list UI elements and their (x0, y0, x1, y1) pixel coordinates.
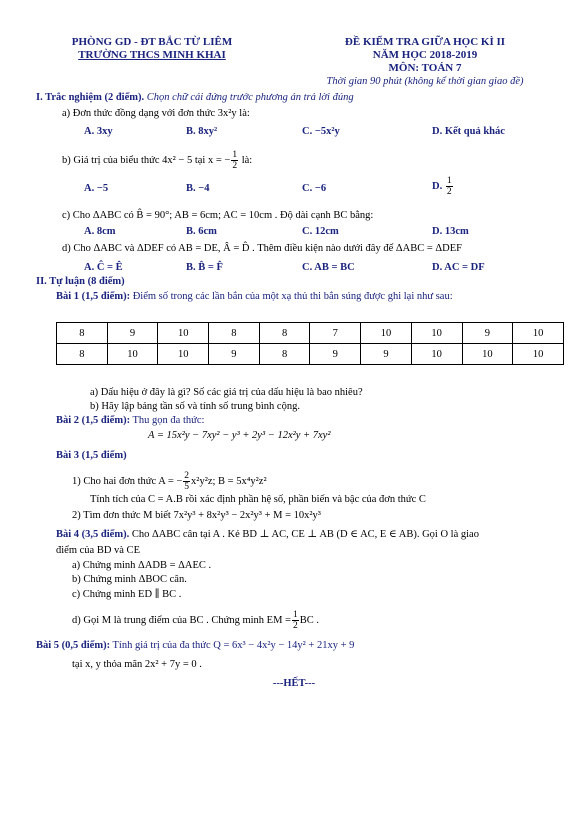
bai4-text-2: điểm của BD và CE (56, 545, 140, 556)
table-cell: 9 (462, 323, 513, 344)
bai1-text: Điểm số trong các lần bắn của một xạ thủ thi bắn súng được ghi lại như sau: (130, 291, 453, 302)
part1-instruction: Chọn chữ cái đứng trước phương án trả lời đúng (146, 92, 354, 103)
qa-option-d: D. Kết quả khác (432, 126, 505, 137)
bai3-question-2: 2) Tìm đơn thức M biết 7x²y³ + 8x²y³ − 2x²y³ + M = 10x²y³ (72, 510, 321, 521)
bai5-title: Bài 5 (0,5 điểm): (36, 640, 111, 651)
qb-fraction: $\frac{1}{2}$ (232, 150, 238, 171)
table-row (57, 323, 564, 344)
table-cell: 10 (361, 323, 412, 344)
table-cell: 10 (513, 323, 564, 344)
question-a: a) Đơn thức đồng dạng với đơn thức 3x²y là: (62, 108, 250, 119)
part1-heading: I. Trắc nghiệm (2 điểm). (36, 92, 145, 103)
question-d: d) Cho ΔABC và ΔDEF có AB = DE, Â = D̂ . Thêm điều kiện nào dưới đây để ΔABC = ΔDEF (62, 243, 462, 254)
table-cell: 10 (411, 344, 462, 365)
table-cell: 8 (57, 344, 108, 365)
table-cell: 9 (310, 344, 361, 365)
bai3-question-1: 1) Cho hai đơn thức A = − $\frac{2}{5}$ x²y²z; B = 5x⁴y²z² (72, 471, 267, 492)
table-cell: 8 (259, 344, 310, 365)
bai1-line (56, 291, 453, 302)
table-cell: 8 (57, 323, 108, 344)
qc-option-c: C. 12cm (302, 226, 339, 237)
table-cell: 7 (310, 323, 361, 344)
qb-option-d-fraction: $\frac{1}{2}$ (446, 176, 452, 197)
bai4-question-d: d) Gọi M là trung điểm của BC . Chứng minh EM = $\frac{1}{2}$ BC . (72, 610, 319, 631)
bai2-line (56, 415, 204, 426)
qb-option-d: D. $\frac{1}{2}$ (432, 176, 452, 197)
bai1-question-b: b) Hãy lập bảng tần số và tính số trung bình cộng. (90, 401, 300, 412)
bai2-formula: A = 15x²y − 7xy² − y³ + 2y³ − 12x²y + 7xy² (148, 430, 331, 441)
bai2-text: Thu gọn đa thức: (130, 415, 205, 426)
table-cell: 10 (462, 344, 513, 365)
bai1-question-a: a) Dấu hiệu ở đây là gì? Số các giá trị của dấu hiệu là bao nhiêu? (90, 387, 363, 398)
table-cell: 9 (361, 344, 412, 365)
end-marker: ---HẾT--- (272, 678, 316, 689)
question-c: c) Cho ΔABC có B̂ = 90°; AB = 6cm; AC = 10cm . Độ dài cạnh BC bằng: (62, 210, 374, 221)
qa-option-a: A. 3xy (84, 126, 113, 137)
qb-option-a: A. −5 (84, 183, 109, 194)
question-b: b) Giá trị của biểu thức 4x² − 5 tại x = − $\frac{1}{2}$ là: (62, 150, 253, 171)
table-cell: 10 (158, 344, 209, 365)
qa-option-b: B. 8xy² (186, 126, 218, 137)
table-row (57, 344, 564, 365)
qd-option-d: D. AC = DF (432, 262, 485, 273)
bai5-text: Tính giá trị của đa thức Q = 6x³ − 4x²y − 14y² + 21xy + 9 (110, 640, 355, 651)
table-cell: 10 (411, 323, 462, 344)
table-cell: 8 (259, 323, 310, 344)
qd-option-a: A. Ĉ = Ê (84, 262, 123, 273)
table-cell: 10 (513, 344, 564, 365)
table-cell: 9 (209, 344, 260, 365)
bai5-line (36, 640, 354, 651)
subject: MÔN: TOÁN 7 (388, 62, 462, 74)
bai3-fraction: $\frac{2}{5}$ (184, 471, 190, 492)
bai4-title: Bài 4 (3,5 điểm). (56, 529, 130, 540)
bai3-question-1-task: Tính tích của C = A.B rồi xác định phần hệ số, phần biến và bậc của đơn thức C (90, 494, 426, 505)
bai4-fraction: $\frac{1}{2}$ (292, 610, 298, 631)
part2-heading: II. Tự luận (8 điểm) (36, 276, 125, 287)
bai2-title: Bài 2 (1,5 điểm): (56, 415, 131, 426)
bai4-question-a: a) Chứng minh ΔADB = ΔAEC . (72, 560, 212, 571)
bai4-question-c: c) Chứng minh ED ∥ BC . (72, 589, 182, 600)
table-cell: 10 (107, 344, 158, 365)
bai4-line (56, 528, 479, 540)
table-cell: 9 (107, 323, 158, 344)
time-note: Thời gian 90 phút (không kể thời gian giao đề) (326, 76, 524, 87)
bai1-title: Bài 1 (1,5 điểm): (56, 291, 131, 302)
qd-option-b: B. B̂ = F̂ (186, 262, 223, 273)
qd-option-c: C. AB = BC (302, 262, 355, 273)
bai4-text: Cho ΔABC cân tại A . Kẻ BD ⊥ AC, CE ⊥ AB (D ∈ AC, E ∈ AB). Gọi O là giao (129, 529, 479, 540)
school-name: TRƯỜNG THCS MINH KHAI (78, 49, 226, 61)
qc-option-d: D. 13cm (432, 226, 469, 237)
part1-heading-line (36, 92, 354, 103)
qc-option-a: A. 8cm (84, 226, 116, 237)
qb-option-b: B. −4 (186, 183, 210, 194)
bai3-title: Bài 3 (1,5 điểm) (56, 450, 127, 461)
table-cell: 8 (209, 323, 260, 344)
qb-option-c: C. −6 (302, 183, 327, 194)
bai4-question-b: b) Chứng minh ΔBOC cân. (72, 574, 187, 585)
school-office: PHÒNG GD - ĐT BẮC TỪ LIÊM (71, 36, 233, 48)
bai5-text-2: tại x, y thỏa mãn 2x² + 7y = 0 . (72, 659, 202, 670)
score-table (56, 322, 564, 365)
qa-option-c: C. −5x²y (302, 126, 340, 137)
qc-option-b: B. 6cm (186, 226, 217, 237)
exam-title: ĐỀ KIỂM TRA GIỮA HỌC KÌ II (344, 36, 506, 48)
table-cell: 10 (158, 323, 209, 344)
school-year: NĂM HỌC 2018-2019 (372, 49, 478, 61)
